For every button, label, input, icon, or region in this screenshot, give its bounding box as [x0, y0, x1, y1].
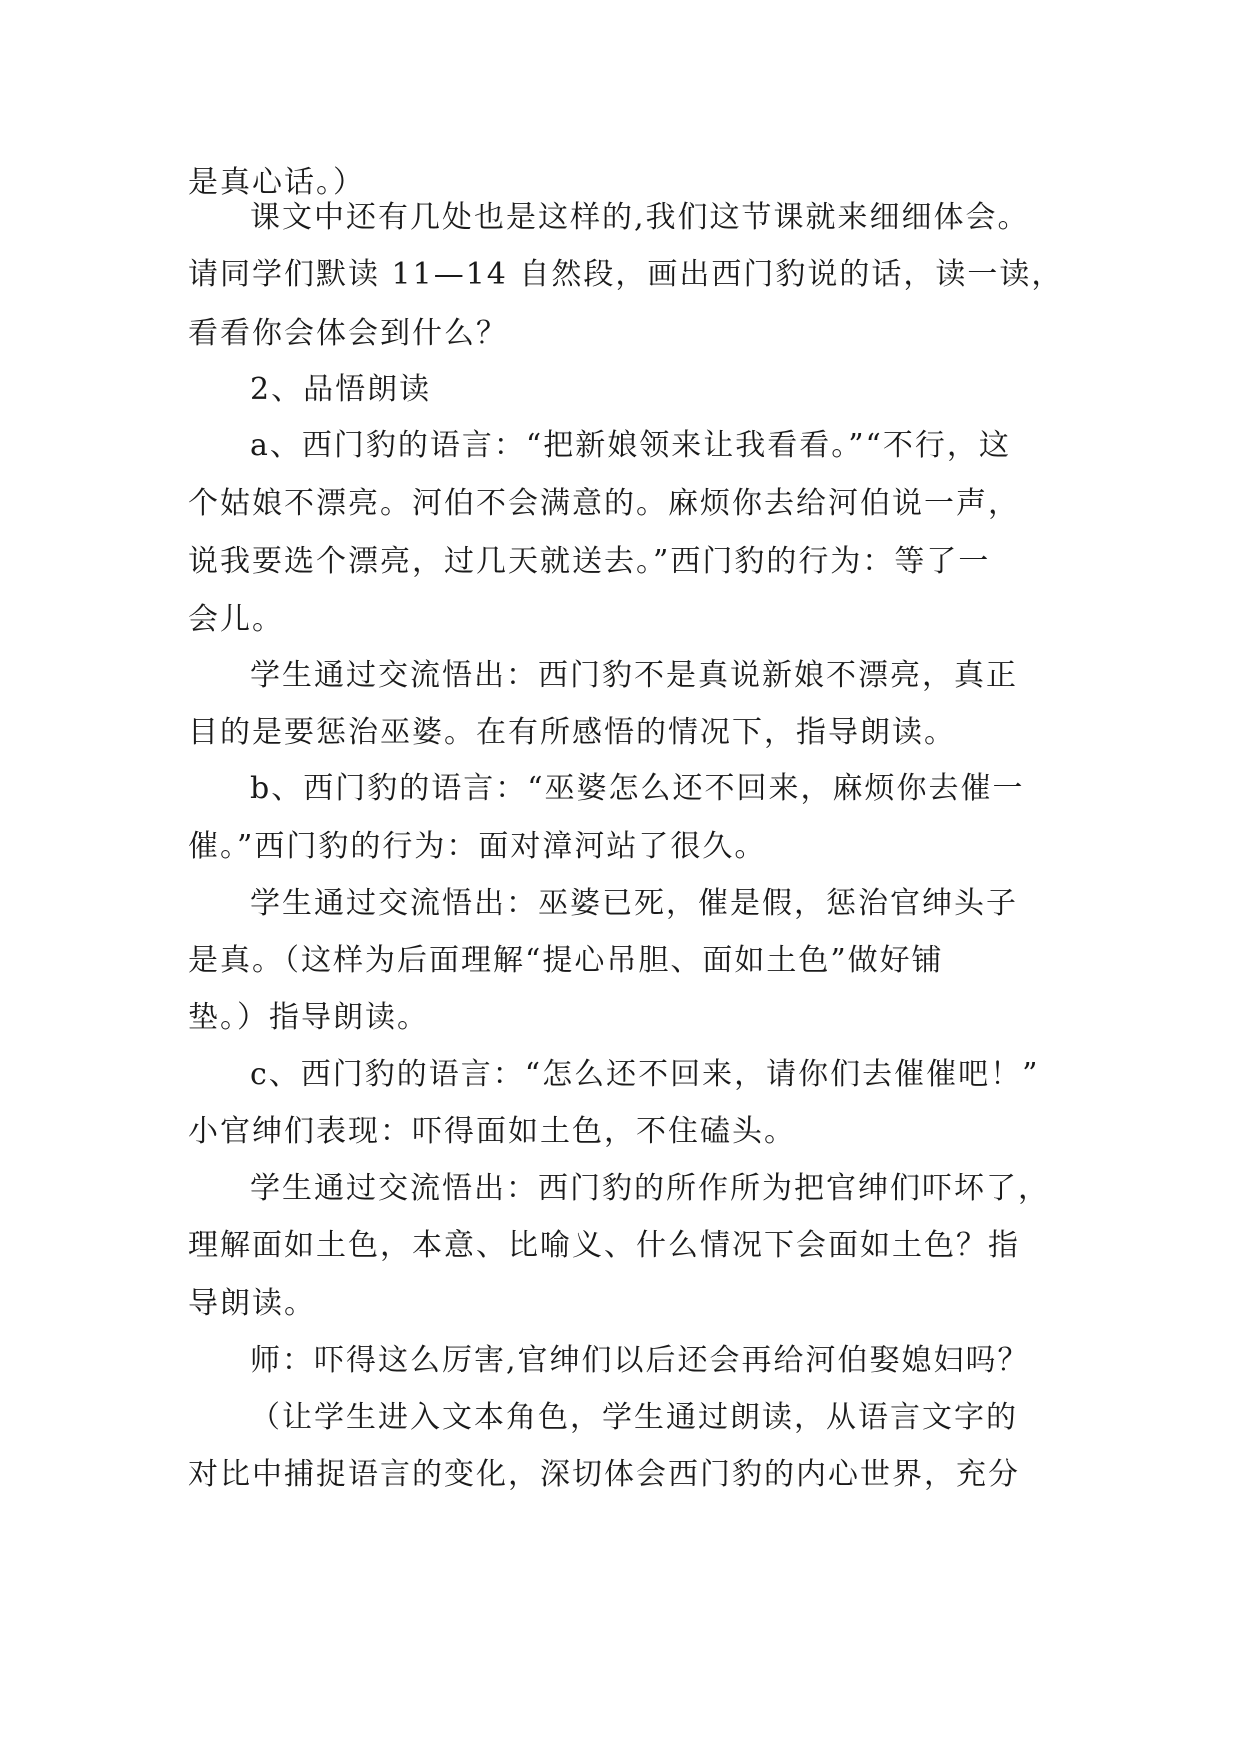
- text-line: 说我要选个漂亮，过几天就送去。”西门豹的行为：等了一: [188, 544, 991, 579]
- text-line: 导朗读。: [188, 1286, 316, 1321]
- text-line: 请同学们默读 11—14 自然段，画出西门豹说的话，读一读，: [188, 257, 1064, 292]
- text-line: 目的是要惩治巫婆。在有所感悟的情况下，指导朗读。: [188, 715, 956, 750]
- text-line: 学生通过交流悟出：西门豹的所作所为把官绅们吓坏了，: [250, 1171, 1050, 1206]
- text-line: 2、品悟朗读: [250, 372, 432, 407]
- text-line: 学生通过交流悟出：巫婆已死，催是假，惩治官绅头子: [250, 886, 1018, 921]
- text-line: 小官绅们表现：吓得面如土色，不住磕头。: [188, 1114, 796, 1149]
- text-line: 师：吓得这么厉害,官绅们以后还会再给河伯娶媳妇吗？: [250, 1343, 1030, 1378]
- text-line: 催。”西门豹的行为：面对漳河站了很久。: [188, 829, 767, 864]
- text-line: 课文中还有几处也是这样的,我们这节课就来细细体会。: [250, 200, 1030, 235]
- text-line: 个姑娘不漂亮。河伯不会满意的。麻烦你去给河伯说一声，: [188, 486, 1020, 521]
- text-line: （让学生进入文本角色，学生通过朗读，从语言文字的: [250, 1400, 1018, 1435]
- text-line: 看看你会体会到什么？: [188, 316, 508, 351]
- text-line: 学生通过交流悟出：西门豹不是真说新娘不漂亮，真正: [250, 658, 1018, 693]
- text-line: c、西门豹的语言：“怎么还不回来，请你们去催催吧！”: [250, 1057, 1040, 1092]
- text-line: b、西门豹的语言：“巫婆怎么还不回来，麻烦你去催一: [250, 771, 1025, 806]
- text-line: 是真心话。）: [188, 165, 365, 200]
- text-line: 会儿。: [188, 602, 284, 637]
- text-line: 是真。（这样为后面理解“提心吊胆、面如土色”做好铺: [188, 943, 944, 978]
- text-line: 理解面如土色，本意、比喻义、什么情况下会面如土色？指: [188, 1228, 1020, 1263]
- text-line: 对比中捕捉语言的变化，深切体会西门豹的内心世界，充分: [188, 1457, 1020, 1492]
- text-line: a、西门豹的语言：“把新娘领来让我看看。”“不行，这: [250, 428, 1011, 463]
- text-line: 垫。）指导朗读。: [188, 1000, 429, 1035]
